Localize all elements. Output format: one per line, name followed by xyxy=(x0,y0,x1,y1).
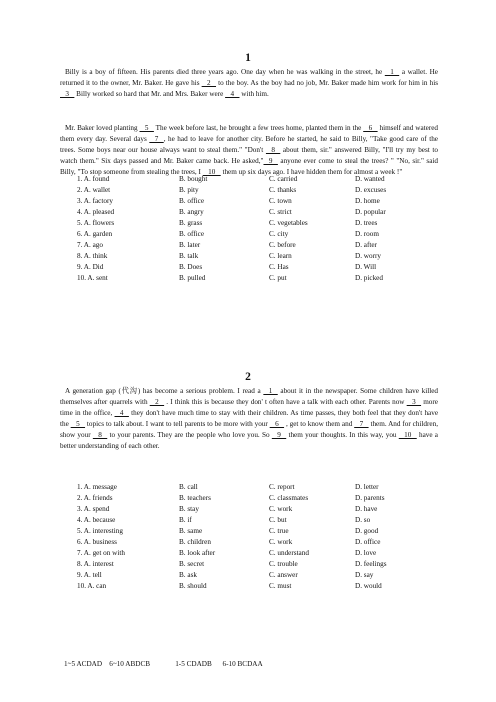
option-d: D. parents xyxy=(355,494,385,503)
passage-text: with him. xyxy=(239,90,269,99)
option-c: C. but xyxy=(269,516,287,525)
blank-4: 4 xyxy=(225,90,240,99)
passage-text: to the boy. As the boy had no job, Mr. Baker made him work for him in his xyxy=(216,79,438,88)
passage-text: them your thoughts. In this way, you xyxy=(286,431,399,440)
passage-text: about it in the newspaper. Some children have killed themselves after quarrels with xyxy=(60,387,438,407)
option-b: B. children xyxy=(179,538,211,547)
question-9-row xyxy=(77,570,457,581)
passage-text: a wallet. He returned it to the owner, Mr. Baker. He gave his xyxy=(60,68,438,88)
option-c: C. thanks xyxy=(269,186,297,195)
question-7-row xyxy=(77,548,457,559)
option-c: C. carried xyxy=(269,175,298,183)
passage-text: Mr. Baker loved planting xyxy=(65,124,140,132)
passage-text: Billy is a boy of fifteen. His parents died three years ago. One day when he was walking in the street, he xyxy=(65,68,385,76)
question-3-row xyxy=(77,504,457,515)
option-b: B. pulled xyxy=(179,274,206,283)
option-d: D. room xyxy=(355,230,379,239)
option-d: D. love xyxy=(355,549,377,558)
blank-7: 7 xyxy=(149,135,164,144)
passage-text: anyone ever come to steal the trees? " "No, sir." said Billy, "To stop someone from stealing the trees, I xyxy=(60,157,438,177)
option-d: D. Will xyxy=(355,263,377,272)
option-d: D. so xyxy=(355,516,371,525)
option-d: D. worry xyxy=(355,252,381,261)
option-d: D. office xyxy=(355,538,381,547)
option-a: 3. A. factory xyxy=(77,197,113,206)
passage-text: The week before last, he brought a few trees home, planted them in the xyxy=(153,124,364,132)
section-2-passage xyxy=(60,386,438,453)
blank-3: 3 xyxy=(406,398,422,407)
question-8-row xyxy=(77,251,457,262)
question-2-row xyxy=(77,185,457,196)
option-c: C. trouble xyxy=(269,560,298,569)
passage-text: Billy worked so hard that Mr. and Mrs. Baker were xyxy=(74,90,226,99)
passage-text: them up six days ago. I have hidden them for almost a week !" xyxy=(220,168,403,177)
option-b: B. should xyxy=(179,582,207,591)
option-d: D. letter xyxy=(355,483,379,491)
blank-7: 7 xyxy=(354,420,369,429)
option-d: D. picked xyxy=(355,274,383,283)
option-c: C. understand xyxy=(269,549,309,558)
option-b: B. teachers xyxy=(179,494,211,503)
option-b: B. grass xyxy=(179,219,203,228)
option-b: B. talk xyxy=(179,252,199,261)
question-4-row xyxy=(77,515,457,526)
option-a: 4. A. pleased xyxy=(77,208,115,217)
option-d: D. say xyxy=(355,571,374,580)
blank-9: 9 xyxy=(263,157,278,166)
option-a: 9. A. Did xyxy=(77,263,104,272)
passage-text: . I think this is because they don' t often have a talk with each other. Parents now xyxy=(164,398,407,407)
question-10-row xyxy=(77,273,457,284)
option-b: B. stay xyxy=(179,505,199,514)
blank-2: 2 xyxy=(149,398,165,407)
option-a: 5. A. interesting xyxy=(77,527,123,536)
blank-6: 6 xyxy=(363,124,378,132)
option-c: C. learn xyxy=(269,252,292,261)
option-b: B. later xyxy=(179,241,201,250)
option-c: C. city xyxy=(269,230,289,239)
blank-9: 9 xyxy=(271,431,287,440)
option-b: B. office xyxy=(179,197,205,206)
question-7-row xyxy=(77,240,457,251)
option-a: 9. A. tell xyxy=(77,571,102,580)
blank-8: 8 xyxy=(92,431,108,440)
option-a: 7. A. get on with xyxy=(77,549,125,558)
option-c: C. before xyxy=(269,241,296,250)
passage-text: , get to know them and xyxy=(284,420,355,429)
option-c: C. answer xyxy=(269,571,298,580)
option-c: C. work xyxy=(269,538,293,547)
option-d: D. feelings xyxy=(355,560,387,569)
option-d: D. popular xyxy=(355,208,386,217)
option-a: 7. A. ago xyxy=(77,241,103,250)
option-d: D. excuses xyxy=(355,186,387,195)
passage-text: more time in the office, xyxy=(60,398,438,418)
option-d: D. after xyxy=(355,241,377,250)
passage-text: have a better understanding of each other. xyxy=(60,431,438,451)
question-1-row xyxy=(77,174,457,185)
option-d: D. home xyxy=(355,197,380,206)
option-c: C. vegetables xyxy=(269,219,308,228)
option-c: C. true xyxy=(269,527,289,536)
passage-text: them. And for children, show your xyxy=(60,420,438,440)
question-2-row xyxy=(77,493,457,504)
blank-4: 4 xyxy=(114,409,129,418)
question-3-row xyxy=(77,196,457,207)
blank-10: 10 xyxy=(398,431,417,440)
section-2-number: 2 xyxy=(245,371,251,383)
blank-6: 6 xyxy=(269,420,285,429)
question-5-row xyxy=(77,526,457,537)
section-1-options-list xyxy=(77,174,457,284)
option-a: 8. A. interest xyxy=(77,560,114,569)
option-a: 3. A. spend xyxy=(77,505,110,514)
option-b: B. office xyxy=(179,230,205,239)
blank-3: 3 xyxy=(60,90,75,99)
option-c: C. Has xyxy=(269,263,289,272)
option-c: C. town xyxy=(269,197,292,206)
question-6-row xyxy=(77,229,457,240)
question-4-row xyxy=(77,207,457,218)
blank-8: 8 xyxy=(265,146,281,155)
question-6-row xyxy=(77,537,457,548)
option-a: 2. A. friends xyxy=(77,494,113,503)
option-b: B. pity xyxy=(179,186,199,195)
option-c: C. must xyxy=(269,582,292,591)
option-d: D. have xyxy=(355,505,378,514)
option-b: B. ask xyxy=(179,571,197,580)
question-5-row xyxy=(77,218,457,229)
option-b: B. angry xyxy=(179,208,204,217)
blank-2: 2 xyxy=(201,79,217,88)
passage-text: they don't have much time to stay with their children. As time passes, they both feel that they don't have the xyxy=(60,409,439,429)
section-1-passage-paragraph-2 xyxy=(60,123,438,178)
blank-5: 5 xyxy=(70,420,86,429)
option-b: B. look after xyxy=(179,549,216,558)
passage-text: , he had to leave for another city. Before he started, he said to Billy, "Take good care of the trees. Some boys near our house always want to steal them." "Don't xyxy=(60,135,438,155)
option-a: 6. A. business xyxy=(77,538,117,547)
option-a: 8. A. think xyxy=(77,252,108,261)
option-c: C. strict xyxy=(269,208,292,217)
question-8-row xyxy=(77,559,457,570)
blank-1: 1 xyxy=(263,387,278,395)
option-a: 1. A. found xyxy=(77,175,110,183)
option-d: D. good xyxy=(355,527,379,536)
option-b: B. bought xyxy=(179,175,208,183)
passage-text: A generation gap (代沟) has become a serious problem. I read a xyxy=(65,387,264,395)
question-9-row xyxy=(77,262,457,273)
passage-text: topics to talk about. I want to tell parents to be more with your xyxy=(85,420,270,429)
option-a: 5. A. flowers xyxy=(77,219,115,228)
section-2-options-list xyxy=(77,482,457,592)
option-d: D. trees xyxy=(355,219,378,228)
section-1-passage-paragraph-1 xyxy=(60,67,438,100)
option-b: B. secret xyxy=(179,560,205,569)
blank-1: 1 xyxy=(384,68,400,76)
blank-5: 5 xyxy=(139,124,154,132)
option-c: C. report xyxy=(269,483,295,491)
option-a: 10. A. sent xyxy=(77,274,108,283)
section-1-number: 1 xyxy=(245,52,251,64)
option-a: 4. A. because xyxy=(77,516,116,525)
option-d: D. wanted xyxy=(355,175,385,183)
answer-key: 1~5 ACDAD 6~10 ABDCB 1-5 CDADB 6-10 BCDAA xyxy=(64,660,263,668)
question-1-row xyxy=(77,482,457,493)
option-b: B. same xyxy=(179,527,203,536)
option-c: C. work xyxy=(269,505,293,514)
option-d: D. would xyxy=(355,582,382,591)
passage-text: about them, sir." answered Billy, "I'll try my best to watch them." Six days passed and Mr. Baker came back. He asked," xyxy=(60,146,438,166)
option-b: B. call xyxy=(179,483,198,491)
option-a: 6. A. garden xyxy=(77,230,113,239)
option-b: B. Does xyxy=(179,263,203,272)
passage-text: himself and watered them every day. Several days xyxy=(60,124,439,144)
option-a: 1. A. message xyxy=(77,483,117,491)
option-c: C. classmates xyxy=(269,494,309,503)
option-b: B. if xyxy=(179,516,192,525)
option-c: C. put xyxy=(269,274,287,283)
passage-text: to your parents. They are the people who love you. So xyxy=(107,431,272,440)
option-a: 10. A. can xyxy=(77,582,107,591)
question-10-row xyxy=(77,581,457,592)
option-a: 2. A. wallet xyxy=(77,186,111,195)
blank-10: 10 xyxy=(202,168,221,177)
